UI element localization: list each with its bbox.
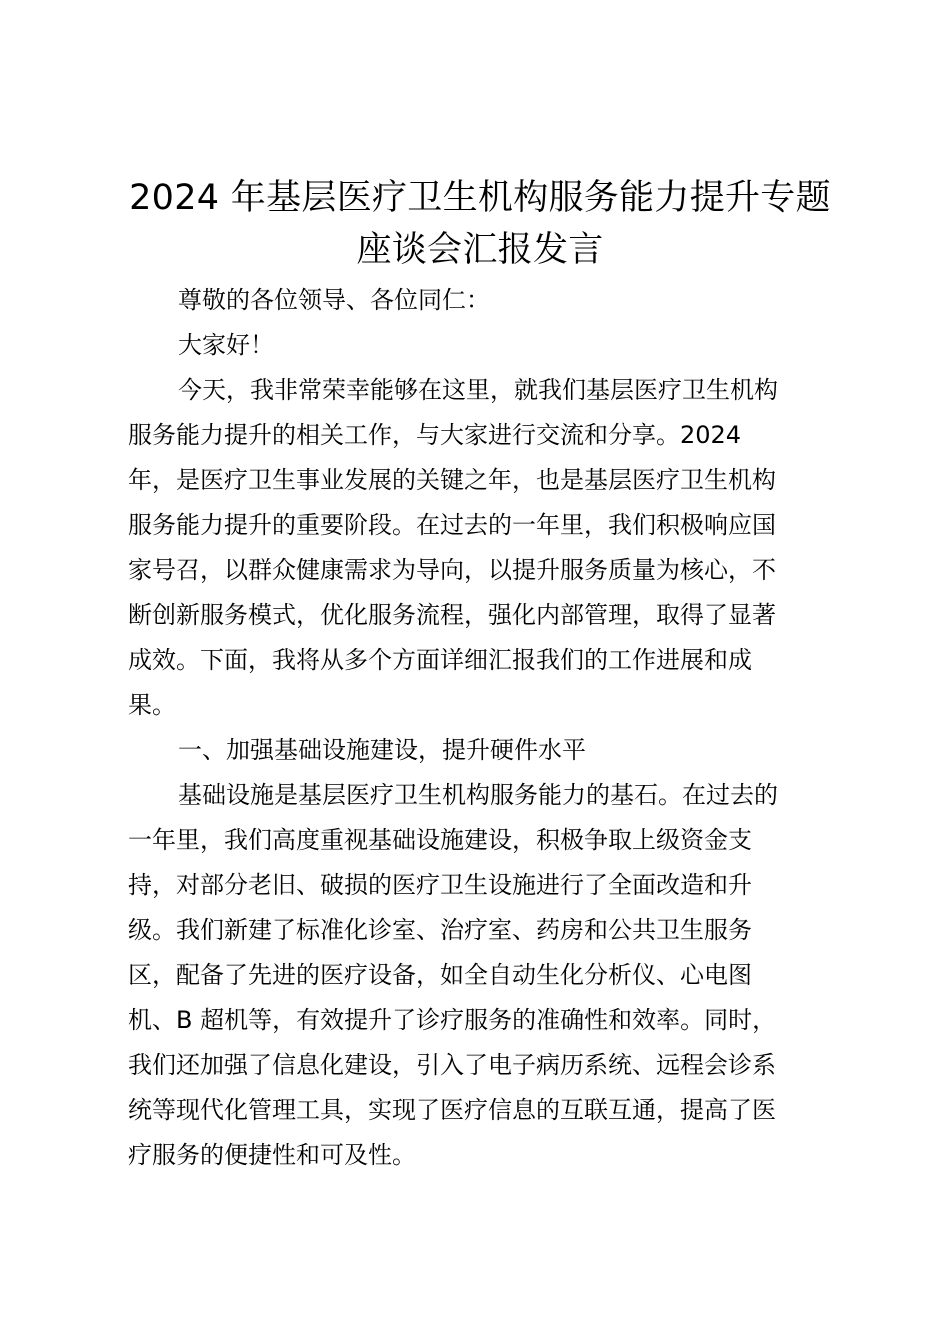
paragraph-line: 果。 [128, 691, 176, 719]
paragraph-line: 统等现代化管理工具，实现了医疗信息的互联互通，提高了医 [128, 1096, 776, 1124]
paragraph-line: 级。我们新建了标准化诊室、治疗室、药房和公共卫生服务 [128, 916, 752, 944]
paragraph-line: 成效。下面，我将从多个方面详细汇报我们的工作进展和成 [128, 646, 752, 674]
paragraph-line: 今天，我非常荣幸能够在这里，就我们基层医疗卫生机构 [178, 376, 778, 404]
paragraph-line: 服务能力提升的相关工作，与大家进行交流和分享。2024 [128, 421, 742, 449]
document-title [100, 172, 860, 276]
paragraph-line: 基础设施是基层医疗卫生机构服务能力的基石。在过去的 [178, 781, 778, 809]
paragraph-line: 持，对部分老旧、破损的医疗卫生设施进行了全面改造和升 [128, 871, 752, 899]
section-paragraph [128, 773, 828, 1178]
salutation: 尊敬的各位领导、各位同仁： [178, 286, 490, 314]
title-line-2: 座谈会汇报发言 [356, 230, 604, 270]
section-heading: 一、加强基础设施建设，提升硬件水平 [178, 736, 586, 764]
paragraph-line: 一年里，我们高度重视基础设施建设，积极争取上级资金支 [128, 826, 752, 854]
paragraph-line: 年，是医疗卫生事业发展的关键之年，也是基层医疗卫生机构 [128, 466, 776, 494]
paragraph-line: 疗服务的便捷性和可及性。 [128, 1141, 416, 1169]
paragraph-line: 区，配备了先进的医疗设备，如全自动生化分析仪、心电图 [128, 961, 752, 989]
paragraph-line: 机、B 超机等，有效提升了诊疗服务的准确性和效率。同时， [128, 1006, 777, 1034]
paragraph-line: 断创新服务模式，优化服务流程，强化内部管理，取得了显著 [128, 601, 776, 629]
paragraph-line: 家号召，以群众健康需求为导向，以提升服务质量为核心，不 [128, 556, 776, 584]
document-body [128, 278, 828, 1178]
title-line-1: 2024 年基层医疗卫生机构服务能力提升专题 [129, 178, 831, 218]
greeting: 大家好！ [178, 331, 274, 359]
paragraph-line: 服务能力提升的重要阶段。在过去的一年里，我们积极响应国 [128, 511, 776, 539]
intro-paragraph [128, 368, 828, 728]
paragraph-line: 我们还加强了信息化建设，引入了电子病历系统、远程会诊系 [128, 1051, 776, 1079]
